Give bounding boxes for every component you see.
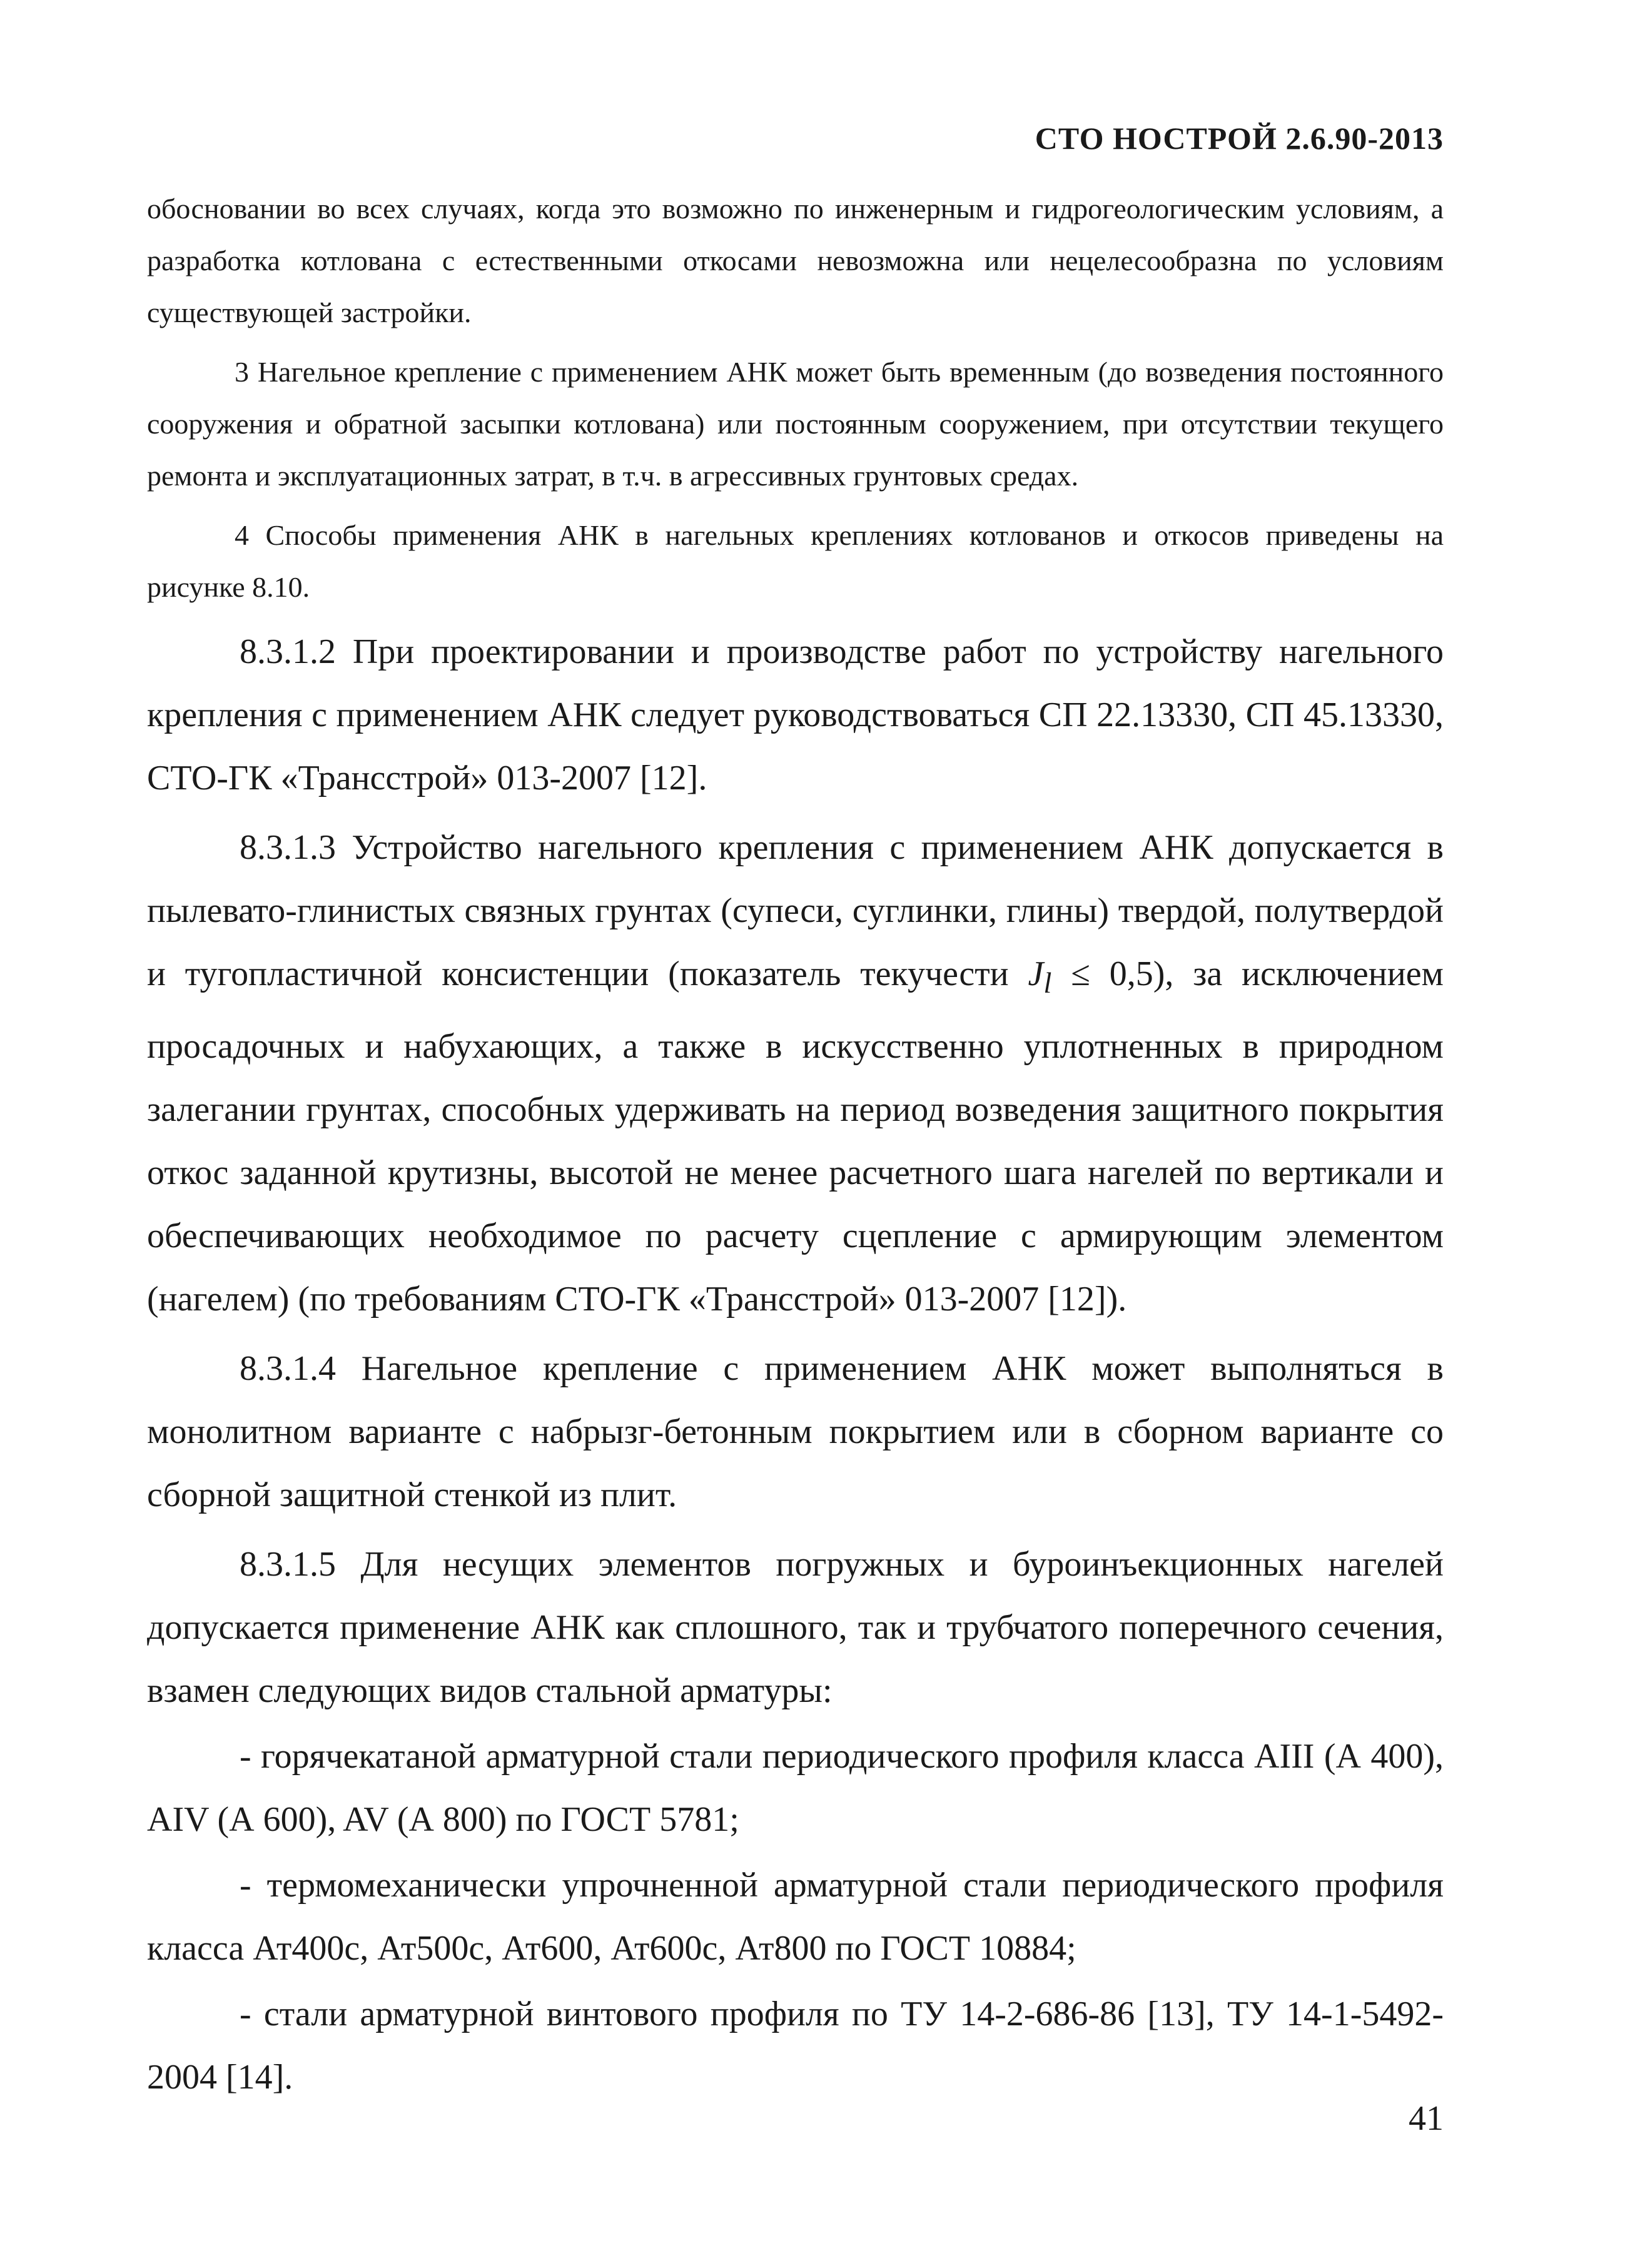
note-3: 3 Нагельное крепление с применением АНК может быть временным (до возведения постоянного сооружения и обратной засыпки котлована) или постоянным сооружением, при отсутствии текущего ремонта и эксплуатационных затрат, в т.ч. в агрессивных грунтовых средах.: [147, 356, 1444, 492]
page-number: 41: [1409, 2099, 1444, 2138]
liquidity-index-subscript: l: [1043, 967, 1052, 1000]
paragraph-8-3-1-3-text-after: ≤ 0,5), за исключением просадочных и набухающих, а также в искусственно уплотненных в природном залегании грунтах, способных удерживать на период возведения защитного покрытия откос заданной крутизны, высотой не менее расчетного шага нагелей по вертикали и обеспечивающих необходимое по расчету сцепление с армирующим элементом (нагелем) (по требованиям СТО-ГК «Трансстрой» 013-2007 [12]).: [147, 954, 1444, 1319]
document-code-header: СТО НОСТРОЙ 2.6.90-2013: [1035, 121, 1444, 156]
list-item-screw-profile-steel: - стали арматурной винтового профиля по ТУ 14-2-686-86 [13], ТУ 14-1-5492-2004 [14].: [147, 1995, 1444, 2097]
paragraph-8-3-1-3: [147, 816, 1444, 1331]
paragraph-8-3-1-5: 8.3.1.5 Для несущих элементов погружных и буроинъекционных нагелей допускается применение АНК как сплошного, так и трубчатого поперечного сечения, взамен следующих видов стальной арматуры:: [147, 1545, 1444, 1711]
paragraph-8-3-1-3-text-before: 8.3.1.3 Устройство нагельного крепления с применением АНК допускается в пылевато-глинистых связных грунтах (супеси, суглинки, глины) твердой, полутвердой и тугопластичной консистенции (показатель текучести: [147, 828, 1444, 993]
paragraph-8-3-1-2: 8.3.1.2 При проектировании и производстве работ по устройству нагельного крепления с применением АНК следует руководствоваться СП 22.13330, СП 45.13330, СТО-ГК «Трансстрой» 013-2007 [12].: [147, 632, 1444, 797]
paragraph-8-3-1-4: 8.3.1.4 Нагельное крепление с применением АНК может выполняться в монолитном варианте с набрызг-бетонным покрытием или в сборном варианте со сборной защитной стенкой из плит.: [147, 1349, 1444, 1515]
note-continuation: обосновании во всех случаях, когда это возможно по инженерным и гидрогеологическим условиям, а разработка котлована с естественными откосами невозможна или нецелесообразна по условиям существующей застройки.: [147, 193, 1444, 328]
note-4: 4 Способы применения АНК в нагельных креплениях котлованов и откосов приведены на рисунке 8.10.: [147, 519, 1444, 603]
list-item-thermomechanical-steel: - термомеханически упрочненной арматурной стали периодического профиля класса Ат400с, Ат500с, Ат600, Ат600с, Ат800 по ГОСТ 10884;: [147, 1866, 1444, 1968]
liquidity-index-symbol: J: [1028, 954, 1044, 993]
list-item-hot-rolled-steel: - горячекатаной арматурной стали периодического профиля класса AIII (А 400), AIV (А 600), AV (А 800) по ГОСТ 5781;: [147, 1737, 1444, 1840]
body-text: [147, 183, 1444, 2109]
